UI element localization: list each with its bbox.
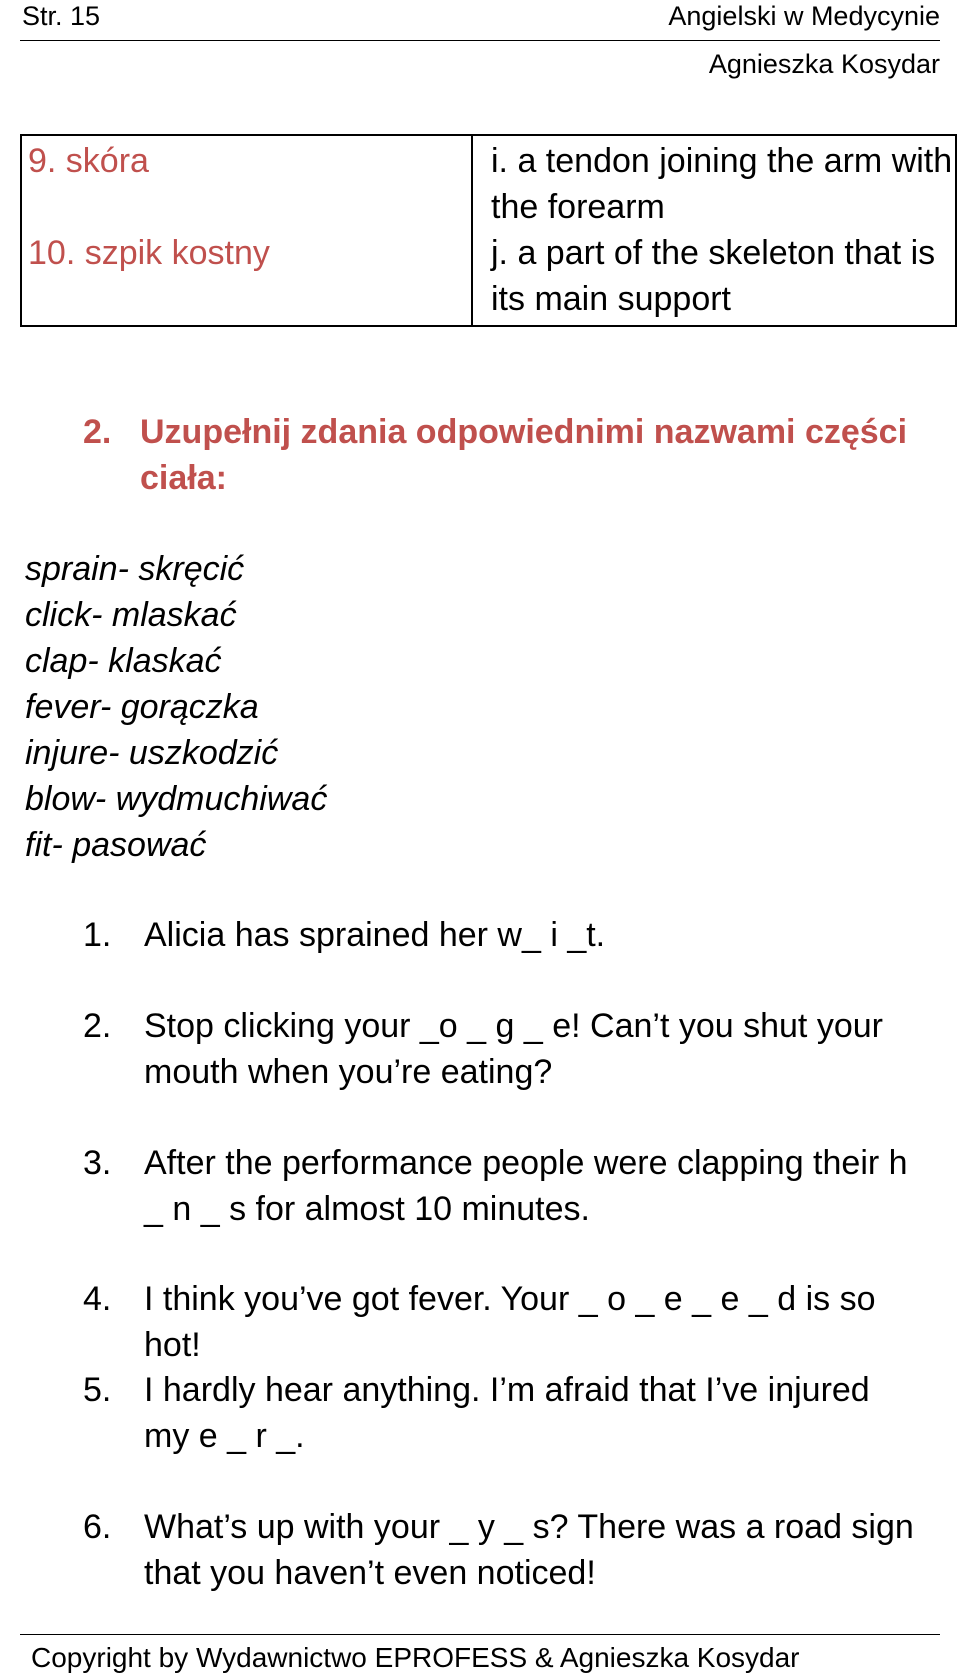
glossary-list (25, 546, 327, 868)
glossary-item: fit- pasować (25, 826, 207, 864)
exercise-text: I think you’ve got fever. Your _ o _ e _ e _ d is so hot! (144, 1280, 876, 1364)
exercise-number: 3. (83, 1144, 112, 1182)
vocabulary-table (20, 134, 957, 327)
glossary-item: clap- klaskać (25, 642, 222, 680)
exercise-number: 2. (83, 1007, 112, 1045)
exercise-number: 4. (83, 1280, 112, 1318)
header-author: Agnieszka Kosydar (708, 49, 940, 79)
exercise-text: I hardly hear anything. I’m afraid that I’ve injured my e _ r _. (144, 1371, 870, 1455)
english-definition: i. a tendon joining the arm with the forearm (491, 142, 953, 226)
polish-term: 10. szpik kostny (21, 230, 472, 326)
header-divider (20, 40, 940, 41)
exercise-text: After the performance people were clapping their h _ n _ s for almost 10 minutes. (144, 1144, 908, 1228)
exercise-number: 6. (83, 1508, 112, 1546)
exercise-text: What’s up with your _ y _ s? There was a road sign that you haven’t even noticed! (144, 1508, 914, 1592)
footer-divider (20, 1634, 940, 1635)
table-row (21, 230, 956, 326)
glossary-item: blow- wydmuchiwać (25, 780, 328, 818)
glossary-item: injure- uszkodzić (25, 734, 279, 772)
footer-copyright: Copyright by Wydawnictwo EPROFESS & Agnieszka Kosydar (31, 1642, 800, 1673)
section-number: 2. (83, 413, 112, 451)
glossary-item: sprain- skręcić (25, 550, 245, 588)
glossary-item: click- mlaskać (25, 596, 237, 634)
section-title: Uzupełnij zdania odpowiednimi nazwami części ciała: (140, 413, 908, 497)
page-number: Str. 15 (22, 1, 101, 31)
english-definition: j. a part of the skeleton that is its main support (491, 234, 936, 318)
glossary-item: fever- gorączka (25, 688, 259, 726)
exercise-text: Alicia has sprained her w_ i _t. (144, 916, 606, 954)
exercise-number: 1. (83, 916, 112, 954)
polish-term: 9. skóra (21, 135, 472, 230)
exercise-text: Stop clicking your _o _ g _ e! Can’t you shut your mouth when you’re eating? (144, 1007, 883, 1091)
exercise-number: 5. (83, 1371, 112, 1409)
table-row (21, 135, 956, 230)
header-title: Angielski w Medycynie (668, 1, 940, 31)
